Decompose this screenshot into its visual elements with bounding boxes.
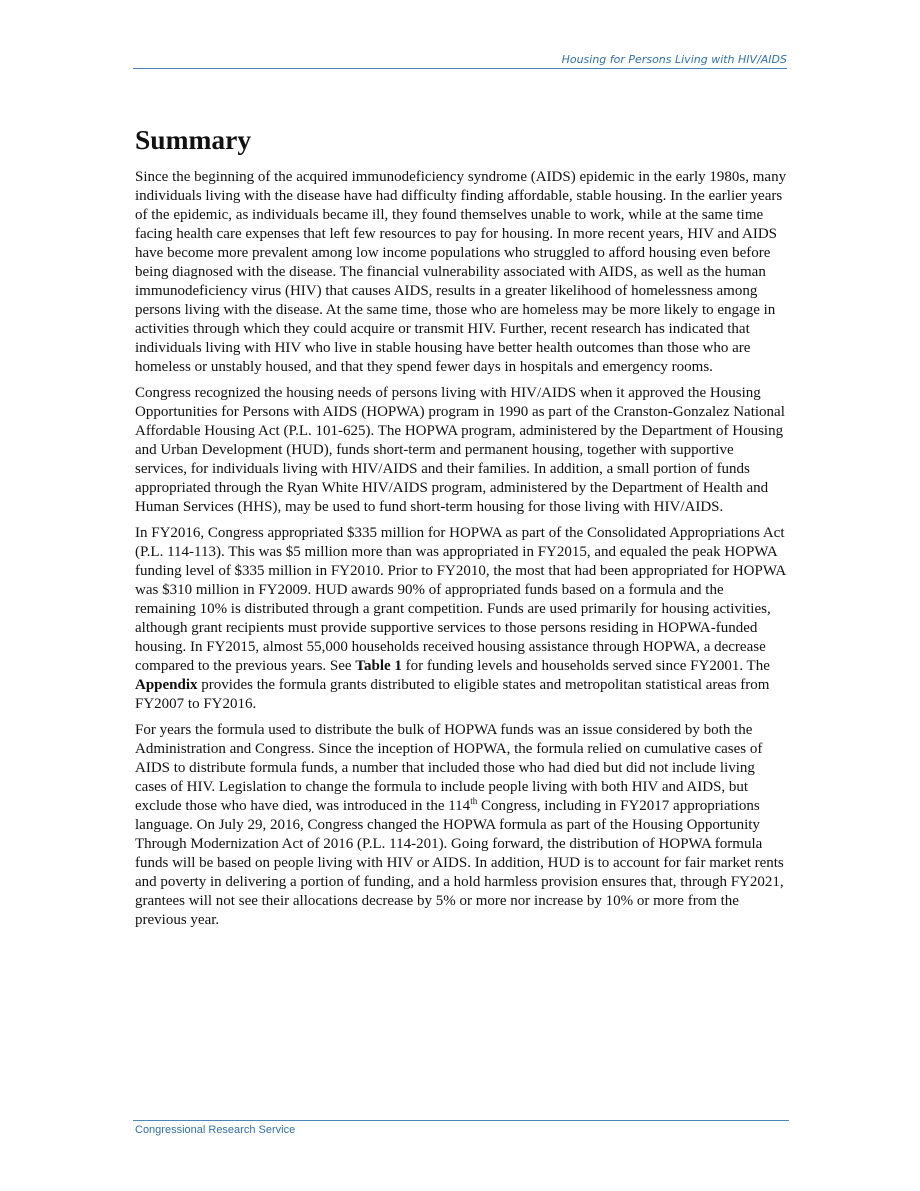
appendix-reference: Appendix — [135, 677, 198, 693]
document-body — [135, 120, 787, 937]
footer-publisher: Congressional Research Service — [135, 1124, 296, 1136]
ordinal-superscript: th — [470, 796, 478, 806]
paragraph-4-text-a: For years the formula used to distribute the bulk of HOPWA funds was an issue considered by both the Administration and Congress. Since the inception of HOPWA, the formula relied on cumulative cases of AIDS to distribute formula funds, a number that included those who had died but did not include living cases of HIV. Legislation to change the formula to include people living with both HIV and AIDS, but exclude those who have died, was introduced in the 114 — [135, 722, 763, 814]
running-footer — [133, 1120, 789, 1136]
section-title: Summary — [135, 124, 252, 155]
table-1-reference: Table 1 — [355, 658, 402, 674]
running-header — [133, 52, 787, 69]
paragraph-2: Congress recognized the housing needs of persons living with HIV/AIDS when it approved the Housing Opportunities for Persons with AIDS (HOPWA) program in 1990 as part of the Cranston-Gonzalez National Affordable Housing Act (P.L. 101-625). The HOPWA program, administered by the Department of Housing and Urban Development (HUD), funds short-term and permanent housing, together with supportive services, for individuals living with HIV/AIDS and their families. In addition, a small portion of funds appropriated through the Ryan White HIV/AIDS program, administered by the Department of Health and Human Services (HHS), may be used to fund short-term housing for those living with HIV/AIDS. — [135, 385, 785, 515]
paragraph-3-text-a: In FY2016, Congress appropriated $335 million for HOPWA as part of the Consolidated Appropriations Act (P.L. 114-113). This was $5 million more than was appropriated in FY2015, and equaled the peak HOPWA funding level of $335 million in FY2010. Prior to FY2010, the most that had been appropriated for HOPWA was $310 million in FY2009. HUD awards 90% of appropriated funds based on a formula and the remaining 10% is distributed through a grant competition. Funds are used primarily for housing activities, although grant recipients must provide supportive services to those persons residing in HOPWA-funded housing. In FY2015, almost 55,000 households received housing assistance through HOPWA, a decrease compared to the previous years. See — [135, 525, 786, 674]
paragraph-3-text-c: provides the formula grants distributed to eligible states and metropolitan statistical areas from FY2007 to FY2016. — [135, 677, 770, 712]
paragraph-4 — [135, 721, 787, 930]
paragraph-3-text-b: for funding levels and households served since FY2001. The — [401, 658, 770, 674]
paragraph-4-text-b: Congress, including in FY2017 appropriations language. On July 29, 2016, Congress changed the HOPWA formula as part of the Housing Opportunity Through Modernization Act of 2016 (P.L. 114-201). Going forward, the distribution of HOPWA formula funds will be based on people living with HIV or AIDS. In addition, HUD is to account for fair market rents and poverty in delivering a portion of funding, and a hold harmless provision ensures that, through FY2021, grantees will not see their allocations decrease by 5% or more nor increase by 10% or more from the previous year. — [135, 798, 784, 928]
running-header-title: Housing for Persons Living with HIV/AIDS — [561, 53, 787, 66]
paragraph-3 — [135, 524, 787, 714]
paragraph-1: Since the beginning of the acquired immunodeficiency syndrome (AIDS) epidemic in the early 1980s, many individuals living with the disease have had difficulty finding affordable, stable housing. In the earlier years of the epidemic, as individuals became ill, they found themselves unable to work, while at the same time facing health care expenses that left few resources to pay for housing. In more recent years, HIV and AIDS have become more prevalent among low income populations who struggled to afford housing even before being diagnosed with the disease. The financial vulnerability associated with AIDS, as well as the human immunodeficiency virus (HIV) that causes AIDS, results in a greater likelihood of homelessness among persons living with the disease. At the same time, those who are homeless may be more likely to engage in activities through which they could acquire or transmit HIV. Further, recent research has indicated that individuals living with HIV who live in stable housing have better health outcomes than those who are homeless or unstably housed, and that they spend fewer days in hospitals and emergency rooms. — [135, 169, 787, 375]
